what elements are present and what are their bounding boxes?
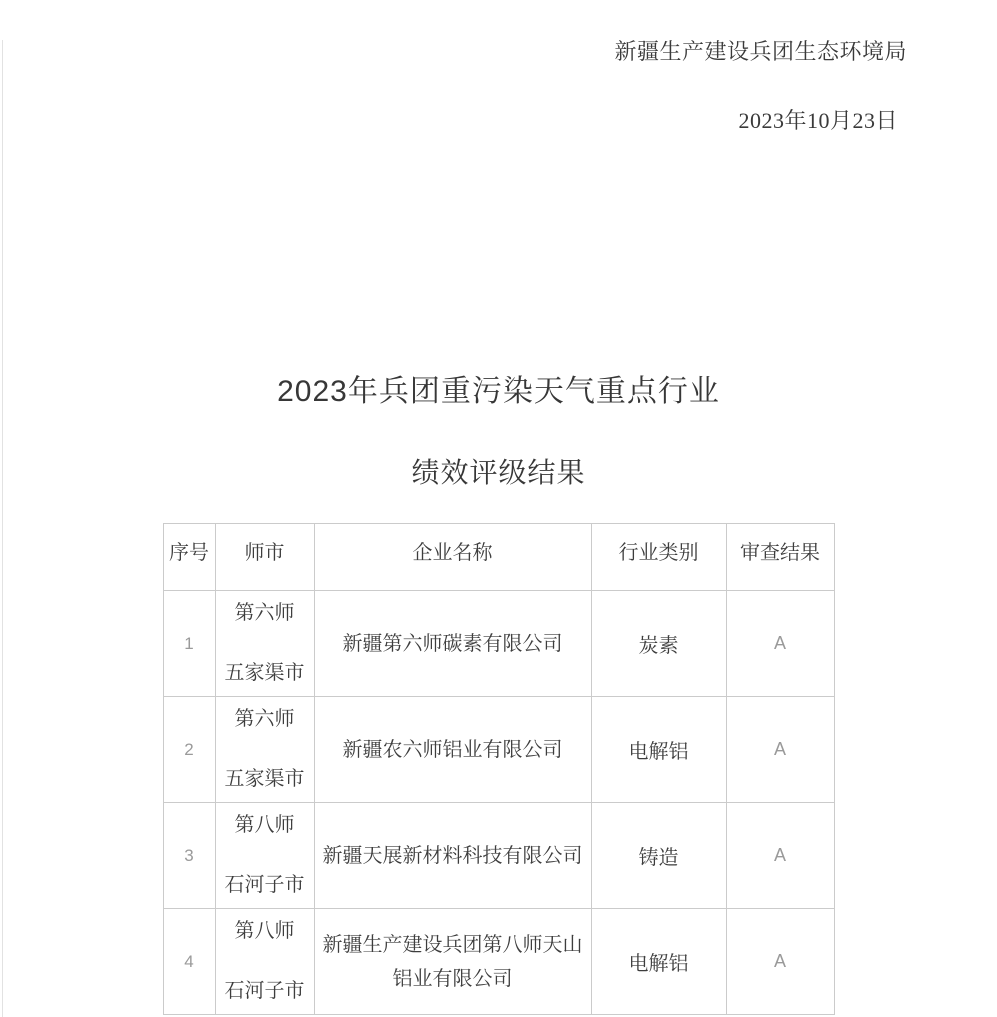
- industry-type-cell: 电解铝: [591, 909, 726, 1015]
- city-name: 石河子市: [224, 980, 305, 1002]
- company-name-cell: 新疆农六师铝业有限公司: [314, 697, 591, 803]
- row-number-cell: 2: [163, 697, 215, 803]
- letterhead-date: 2023年10月23日: [738, 108, 898, 133]
- row-number-cell: 4: [163, 909, 215, 1015]
- document-page: [0, 40, 997, 1017]
- row-number-cell: 3: [163, 803, 215, 909]
- division-city-cell: [215, 697, 314, 803]
- company-name-cell: 新疆生产建设兵团第八师天山铝业有限公司: [314, 909, 591, 1015]
- company-name-cell: 新疆天展新材料科技有限公司: [314, 803, 591, 909]
- header-review-result: 审查结果: [726, 524, 834, 591]
- division-city-cell: [215, 909, 314, 1015]
- letterhead-org-name: 新疆生产建设兵团生态环境局: [614, 39, 907, 64]
- review-result-cell: A: [726, 909, 834, 1015]
- division-name: 第八师: [234, 920, 295, 942]
- city-name: 石河子市: [224, 874, 305, 896]
- industry-type-cell: 炭素: [591, 591, 726, 697]
- table-row: [163, 909, 834, 1015]
- header-company-name: 企业名称: [314, 524, 591, 591]
- performance-rating-table: [163, 523, 835, 1015]
- review-result-cell: A: [726, 803, 834, 909]
- table-row: [163, 591, 834, 697]
- division-name: 第六师: [234, 602, 295, 624]
- header-division-city: 师市: [215, 524, 314, 591]
- division-name: 第八师: [234, 814, 295, 836]
- table-row: [163, 697, 834, 803]
- header-serial-number: 序号: [163, 524, 215, 591]
- table-row: [163, 803, 834, 909]
- industry-type-cell: 铸造: [591, 803, 726, 909]
- city-name: 五家渠市: [224, 662, 305, 684]
- page-edge-divider: [2, 40, 3, 1017]
- review-result-cell: A: [726, 697, 834, 803]
- document-title-line1: 2023年兵团重污染天气重点行业: [277, 375, 720, 408]
- document-title-line2: 绩效评级结果: [411, 457, 586, 488]
- division-name: 第六师: [234, 708, 295, 730]
- header-industry-type: 行业类别: [591, 524, 726, 591]
- industry-type-cell: 电解铝: [591, 697, 726, 803]
- table-header-row: [163, 524, 834, 591]
- review-result-cell: A: [726, 591, 834, 697]
- row-number-cell: 1: [163, 591, 215, 697]
- company-name-cell: 新疆第六师碳素有限公司: [314, 591, 591, 697]
- division-city-cell: [215, 591, 314, 697]
- city-name: 五家渠市: [224, 768, 305, 790]
- division-city-cell: [215, 803, 314, 909]
